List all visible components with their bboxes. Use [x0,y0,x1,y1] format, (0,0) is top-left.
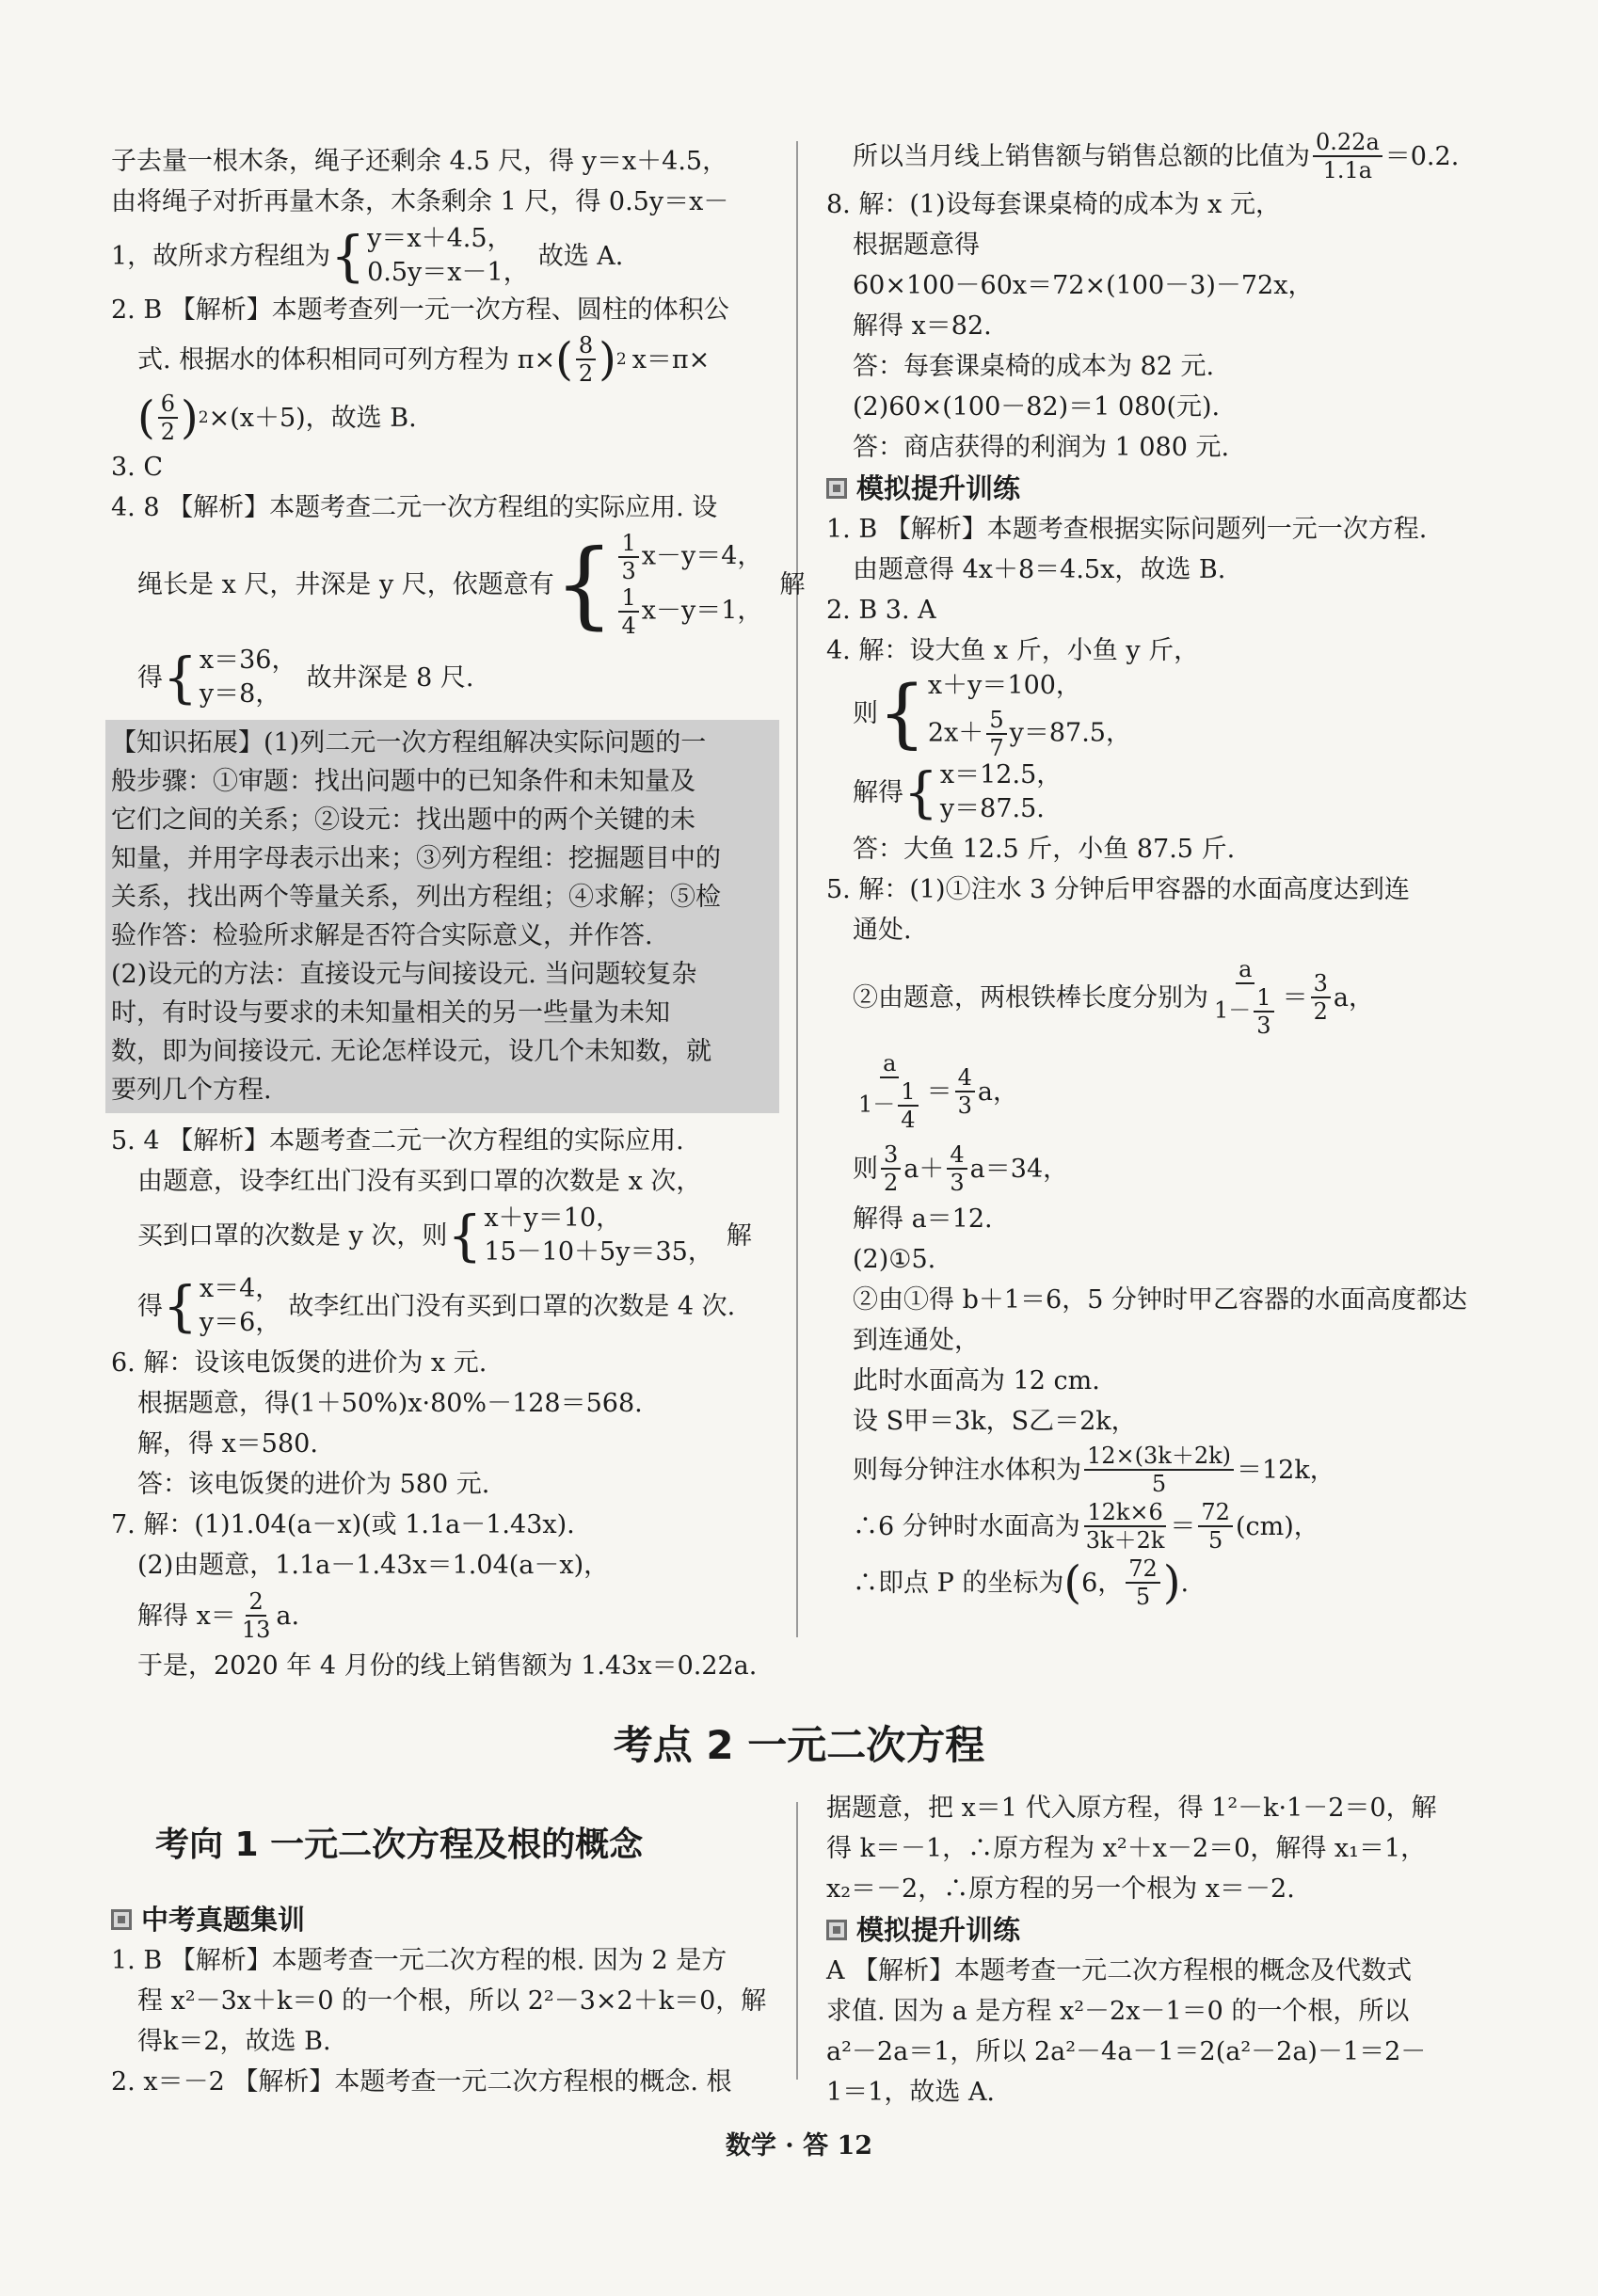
equation-line: ∴即点 P 的坐标为 ( 6， $\frac{72}{5}$ ) . [853,1555,1190,1610]
section-heading: 模拟提升训练 [826,468,1527,509]
equation-line: 则每分钟注水体积为 $\frac{12\times(3k+2k)}{5}$ ＝12k， [853,1443,1335,1497]
equation-line: a 1－ $\frac{1}{4}$ ＝ $\frac{4}{3}$ a， [858,1050,1018,1133]
equation-system: { x＝36， y＝8， [163,646,297,710]
equation-line: 得 { x＝36， y＝8， 故井深是 8 尺. [137,646,474,710]
topic-title: 考点 2 一元二次方程 [613,1722,985,1768]
column-divider-top [796,141,798,1637]
text-line: 子去量一根木条，绳子还剩余 4.5 尺，得 y＝x＋4.5， [111,147,728,176]
equation-system: { x＝4， y＝6， [163,1274,281,1338]
bottom-left-column: 中考真题集训 1. B 【解析】本题考查一元二次方程的根. 因为 2 是方 程 x²－3x＋k＝0 的一个根，所以 2²－3×2＋k＝0，解 得k＝2，故选 B. 2. x＝－2 【解析】本题考查一元二次方程根的概念. 根 [111,1899,779,2102]
question-5: 5. 4 【解析】本题考查二元一次方程组的实际应用. [111,1126,684,1156]
equation-line: 买到口罩的次数是 y 次，则 { x＋y＝10， 15－10＋5y＝35， 解 [137,1204,752,1268]
equation-line: 绳长是 x 尺，井深是 y 尺，依题意有 { $\frac{1}{3}$ x－y＝4， $\frac{1}{4}$ x－y＝1， 解 [137,529,806,639]
knowledge-extension-box: 【知识拓展】(1)列二元一次方程组解决实际问题的一 般步骤：①审题：找出问题中的已知条件和未知量及 它们之间的关系；②设元：找出题中的两个关键的未 知量，并用字母表示出来；③列方程组：挖掘题目中的 关系，找出两个等量关系，列出方程组；④求解；⑤检 验作答：检验所求解是否符合实际意义，并作答. (2)设元的方法：直接设元与间接设元. 当问题较复杂 时，有时设与要求的未知量相关的另一些量为未知 数，即为间接设元. 无论怎样设元，设几个未知数，就 要列几个方程. [105,720,779,1113]
bottom-right-column: 据题意，把 x＝1 代入原方程，得 1²－k·1－2＝0，解 得 k＝－1，∴原方程为 x²＋x－2＝0，解得 x₁＝1， x₂＝－2，∴原方程的另一个根为 x＝－2. 模拟提升训练 A 【解析】本题考查一元二次方程根的概念及代数式 求值. 因为 a 是方程 x²－2x－1＝0 的一个根，所以 a²－2a＝1，所以 2a²－4a－1＝2(a²－2a)－1＝2－ 1＝1，故选 A. [826,1788,1527,2113]
subtopic-title: 考向 1 一元二次方程及根的概念 [155,1826,644,1864]
square-bullet-icon [826,1920,847,1940]
question-7: 7. 解：(1)1.04(a－x)(或 1.1a－1.43x). [111,1510,575,1539]
square-bullet-icon [111,1909,132,1930]
text-line: 由将绳子对折再量木条，木条剩余 1 尺，得 0.5y＝x－ [111,187,729,216]
equation-system: { x＋y＝10， 15－10＋5y＝35， [447,1204,713,1268]
page-footer: 数学 · 答 12 [725,2131,873,2160]
column-divider-bottom [796,1802,798,2080]
equation-line: ( $\frac{6}{2}$ ) 2 ×(x＋5)，故选 B. [137,391,417,445]
question-4: 4. 8 【解析】本题考查二元一次方程组的实际应用. 设 [111,493,718,522]
equation-line: 所以当月线上销售额与销售总额的比值为 $\frac{0.22a}{1.1a}$ ＝0.2. [853,129,1460,183]
section-heading: 模拟提升训练 [826,1909,1527,1951]
equation-line: 解得 x＝ $\frac{2}{13}$ a. [137,1588,300,1643]
left-column: 子去量一根木条，绳子还剩余 4.5 尺，得 y＝x＋4.5， 由将绳子对折再量木条，木条剩余 1 尺，得 0.5y＝x－ 1，故所求方程组为 { y＝x＋4.5， 0.5y＝x－1， 故选 A. 2. B 【解析】本题考查列一元一次方程、圆柱的体积公 式. 根据水的体积相同可列方程为 π× ( $\frac{8}{2}$ ) 2 x＝π× ( $\frac{6}{2}$ ) 2 ×(x＋5)，故选 B. 3. C 4. 8 【解析】本题考查二元一次方程组的实际应用. 设 绳长是 x 尺，井深是 y 尺，依题意有 { $\frac{1}{3}$ x－y＝4， $\frac{1}{4}$ x－y＝1， 解 得 { x＝36， y＝8， 故井深是 8 尺. 【知识拓展】(1)列二元一次方程组解决实际问题的一 般步骤：①审题：找出问题中的已知条件和未知量及 它们之间的关系；②设元：找出题中的两个关键的未 知量，并用字母表示出来；③列方程组：挖掘题目中的 关系，找出两个等量关系，列出方程组；④求解；⑤检 验作答：检验所求解是否符合实际意义，并作答. (2)设元的方法：直接设元与间接设元. 当问题较复杂 时，有时设与要求的未知量相关的另一些量为未知 数，即为间接设元. 无论怎样设元，设几个未知数，就 要列几个方程. 5. 4 【解析】本题考查二元一次方程组的实际应用. 由题意，设李红出门没有买到口罩的次数是 x 次， 买到口罩的次数是 y 次，则 { x＋y＝10， 15－10＋5y＝35， 解 得 { x＝4， y＝6， 故李红出门没有买到口罩的次数是 4 次. 6. 解：设该电饭煲的进价为 x 元. 根据题意，得(1＋50%)x·80%－128＝568. 解，得 x＝580. 答：该电饭煲的进价为 580 元. 7. 解：(1)1.04(a－x)(或 1.1a－1.43x). (2)由题意，1.1a－1.43x＝1.04(a－x)， 解得 x＝ $\frac{2}{13}$ a. 于是，2020 年 4 月份的线上销售额为 1.43x＝0.22a. [111,141,779,1686]
equation-line: 则 $\frac{3}{2}$ a＋ $\frac{4}{3}$ a＝34， [853,1141,1069,1196]
equation-line: 1，故所求方程组为 { y＝x＋4.5， 0.5y＝x－1， 故选 A. [111,224,624,288]
equation-line: 式. 根据水的体积相同可列方程为 π× ( $\frac{8}{2}$ ) 2 x＝π× [137,332,711,387]
equation-line: 解得 { x＝12.5， y＝87.5. [853,760,1063,824]
equation-system: { y＝x＋4.5， 0.5y＝x－1， [330,224,529,288]
equation-line: ②由题意，两根铁棒长度分别为 a 1－ $\frac{1}{3}$ ＝ $\frac{3}{2}$ a， [853,956,1374,1039]
question-2: 2. B 【解析】本题考查列一元一次方程、圆柱的体积公 [111,295,729,325]
equation-line: 则 { x＋y＝100， 2x＋ $\frac{5}{7}$ y＝87.5， [826,671,1527,756]
question-8: 8. 解：(1)设每套课桌椅的成本为 x 元， [826,190,1281,219]
equation-line: 得 { x＝4， y＝6， 故李红出门没有买到口罩的次数是 4 次. [137,1274,736,1338]
equation-system: { x＝12.5， y＝87.5. [903,760,1063,824]
section-heading: 中考真题集训 [111,1899,779,1940]
equation-system: { $\frac{1}{3}$ x－y＝4， $\frac{1}{4}$ x－y＝1， [553,529,763,639]
equation-system: { x＋y＝100， 2x＋ $\frac{5}{7}$ y＝87.5， [878,669,1131,761]
equation-line: ∴6 分钟时水面高为 $\frac{12k\times 6}{3k+2k}$ ＝ $\frac{72}{5}$ (cm)， [853,1499,1319,1554]
right-column: 所以当月线上销售额与销售总额的比值为 $\frac{0.22a}{1.1a}$ ＝0.2. 8. 解：(1)设每套课桌椅的成本为 x 元， 根据题意得 60×100－60x＝72×(100－3)－72x， 解得 x＝82. 答：每套课桌椅的成本为 82 元. (2)60×(100－82)＝1 080(元). 答：商店获得的利润为 1 080 元. 模拟提升训练 1. B 【解析】本题考查根据实际问题列一元一次方程. 由题意得 4x＋8＝4.5x，故选 B. 2. B 3. A 4. 解：设大鱼 x 斤，小鱼 y 斤， 则 { x＋y＝100， 2x＋ $\frac{5}{7}$ y＝87.5， 解得 { x＝12.5， y＝87.5. 答：大鱼 12.5 斤，小鱼 87.5 斤. 5. 解：(1)①注水 3 分钟后甲容器的水面高度达到连 通处. ②由题意，两根铁棒长度分别为 a 1－ $\frac{1}{3}$ ＝ $\frac{3}{2}$ a， a 1－ $\frac{1}{4}$ ＝ $\frac{4}{3}$ a， 则 $\frac{3}{2}$ a＋ $\frac{4}{3}$ a＝34， 解得 a＝12. (2)①5. ②由①得 b＋1＝6，5 分钟时甲乙容器的水面高度都达 到连通处， 此时水面高为 12 cm. 设 S甲＝3k，S乙＝2k， 则每分钟注水体积为 $\frac{12\times(3k+2k)}{5}$ ＝12k， ∴6 分钟时水面高为 $\frac{12k\times 6}{3k+2k}$ ＝ $\frac{72}{5}$ (cm)， ∴即点 P 的坐标为 ( 6， $\frac{72}{5}$ ) . [826,141,1527,1611]
question-3: 3. C [111,453,164,482]
square-bullet-icon [826,478,847,499]
question-6: 6. 解：设该电饭煲的进价为 x 元. [111,1348,487,1378]
